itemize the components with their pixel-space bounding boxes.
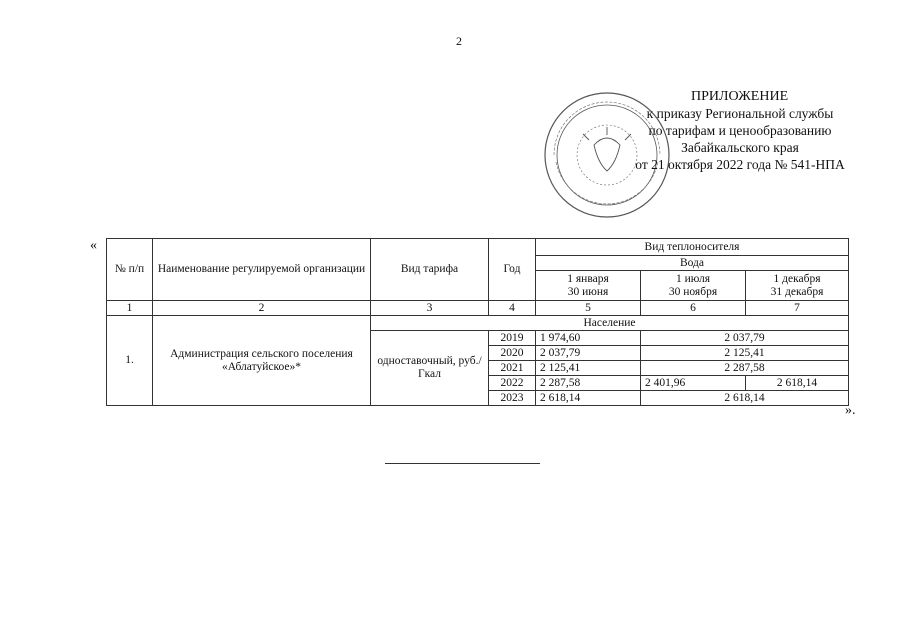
col-number: 7 bbox=[746, 301, 849, 316]
value-cell: 2 618,14 bbox=[536, 391, 641, 406]
group-population: Население bbox=[371, 316, 849, 331]
appendix-title: ПРИЛОЖЕНИЕ bbox=[691, 89, 789, 104]
appendix-line-3: Забайкальского края bbox=[681, 140, 799, 155]
organization-name: Администрация сельского поселения «Аблатуйское»* bbox=[153, 316, 371, 406]
appendix-header bbox=[615, 88, 865, 173]
tariff-type: одноставочный, руб./Гкал bbox=[371, 331, 489, 406]
separator-line bbox=[385, 463, 540, 464]
value-cell: 2 037,79 bbox=[641, 331, 849, 346]
column-numbers-row bbox=[107, 301, 849, 316]
page-number: 2 bbox=[456, 34, 462, 48]
year-cell: 2021 bbox=[489, 361, 536, 376]
appendix-line-2: по тарифам и ценообразованию bbox=[648, 123, 832, 138]
header-carrier: Вид теплоносителя bbox=[536, 239, 849, 256]
header-year: Год bbox=[489, 239, 536, 301]
col-number: 1 bbox=[107, 301, 153, 316]
value-cell: 2 125,41 bbox=[536, 361, 641, 376]
year-cell: 2023 bbox=[489, 391, 536, 406]
tariff-table bbox=[106, 238, 849, 406]
year-cell: 2019 bbox=[489, 331, 536, 346]
header-period-1: 1 января 30 июня bbox=[536, 271, 641, 301]
row-number: 1. bbox=[107, 316, 153, 406]
year-cell: 2020 bbox=[489, 346, 536, 361]
appendix-line-1: к приказу Региональной службы bbox=[646, 106, 834, 121]
value-cell: 2 618,14 bbox=[641, 391, 849, 406]
value-cell: 2 618,14 bbox=[746, 376, 849, 391]
col-number: 3 bbox=[371, 301, 489, 316]
value-cell: 2 125,41 bbox=[641, 346, 849, 361]
col-number: 2 bbox=[153, 301, 371, 316]
col-number: 4 bbox=[489, 301, 536, 316]
value-cell: 2 287,58 bbox=[641, 361, 849, 376]
header-period-2: 1 июля 30 ноября bbox=[641, 271, 746, 301]
value-cell: 2 287,58 bbox=[536, 376, 641, 391]
opening-quote: « bbox=[90, 238, 97, 253]
header-num: № п/п bbox=[107, 239, 153, 301]
year-cell: 2022 bbox=[489, 376, 536, 391]
value-cell: 2 037,79 bbox=[536, 346, 641, 361]
header-tariff: Вид тарифа bbox=[371, 239, 489, 301]
header-org: Наименование регулируемой организации bbox=[153, 239, 371, 301]
col-number: 6 bbox=[641, 301, 746, 316]
appendix-line-4: от 21 октября 2022 года № 541-НПА bbox=[635, 157, 845, 172]
header-water: Вода bbox=[536, 256, 849, 271]
col-number: 5 bbox=[536, 301, 641, 316]
header-period-3: 1 декабря 31 декабря bbox=[746, 271, 849, 301]
value-cell: 2 401,96 bbox=[641, 376, 746, 391]
closing-quote: ». bbox=[845, 403, 856, 418]
value-cell: 1 974,60 bbox=[536, 331, 641, 346]
